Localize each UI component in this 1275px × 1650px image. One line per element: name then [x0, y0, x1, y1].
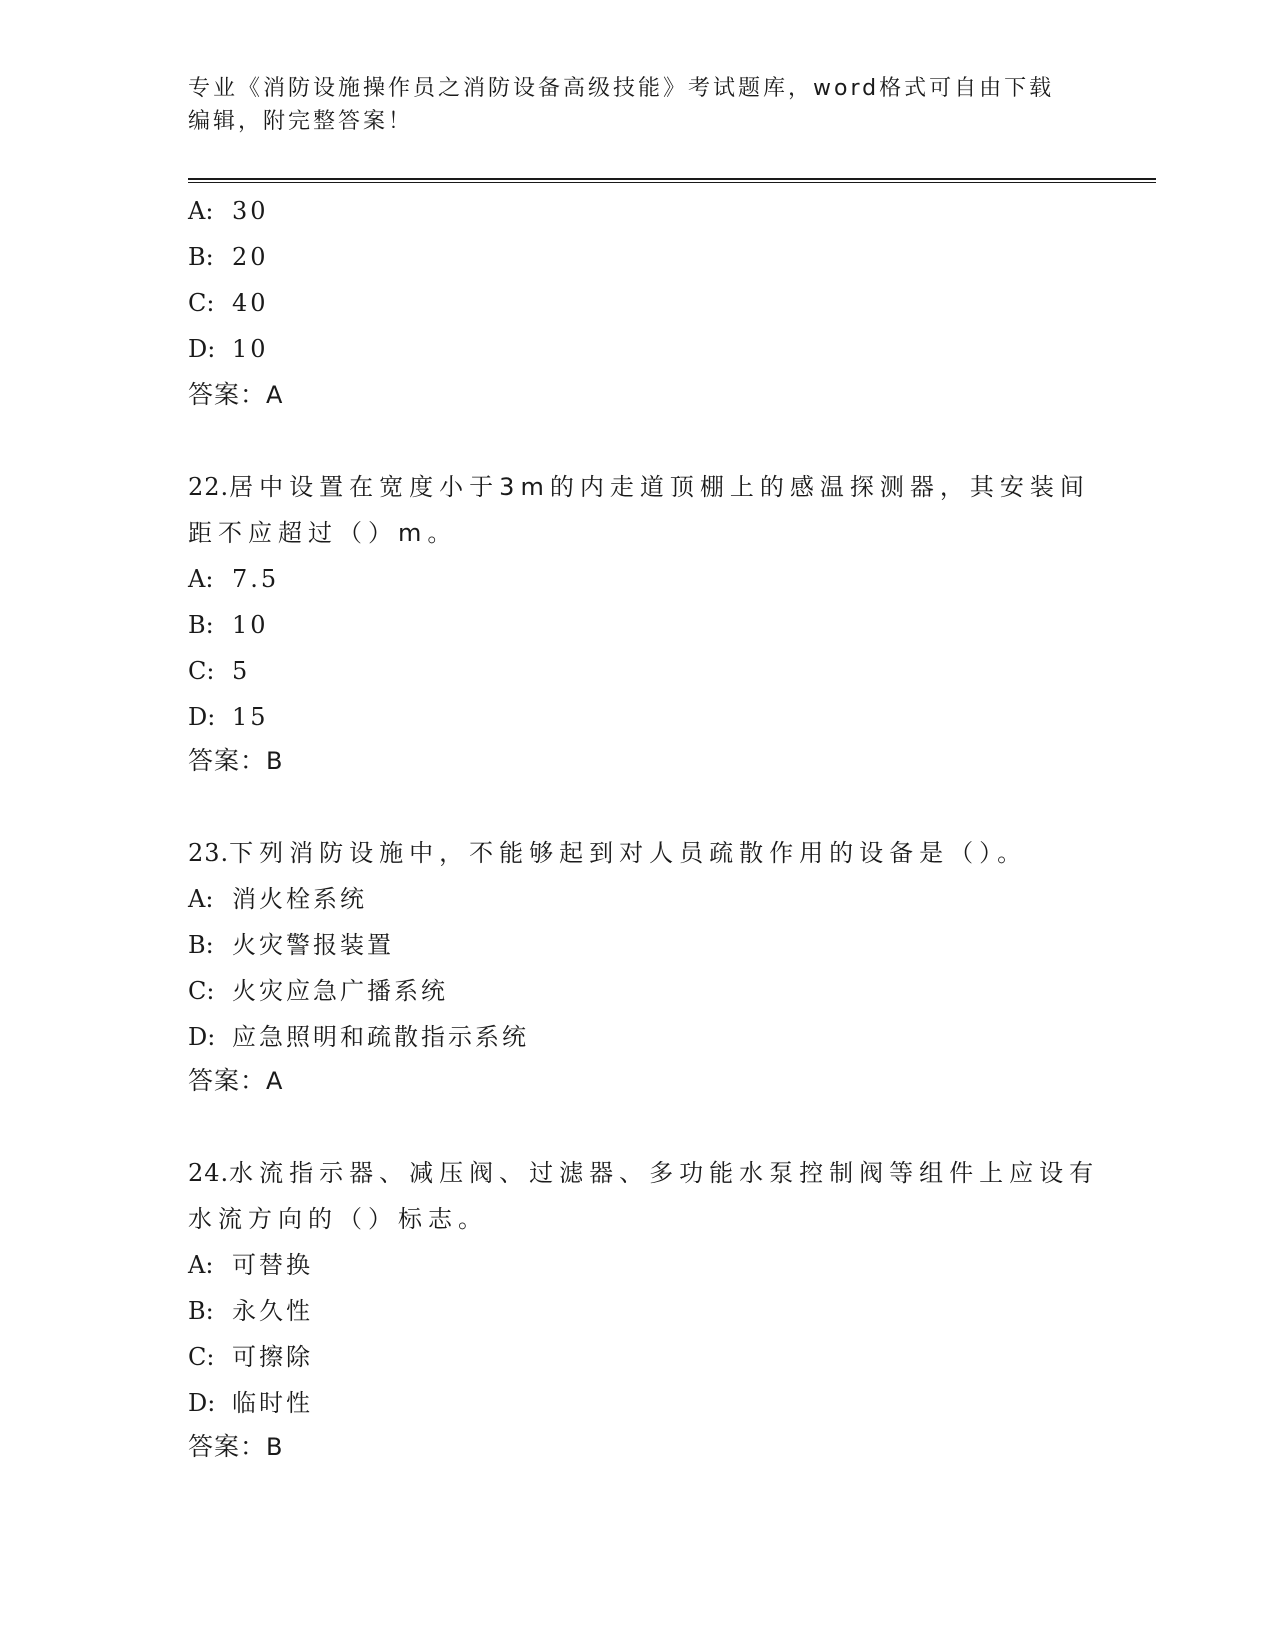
answer-value: A [266, 381, 287, 409]
option-label: B: [188, 931, 214, 959]
answer-label: 答案： [188, 380, 267, 409]
option-label: D: [188, 335, 216, 363]
option-label: B: [188, 243, 214, 271]
question-text: 距不应超过（）m。 [188, 519, 458, 547]
option-text: 应急照明和疏散指示系统 [232, 1023, 529, 1051]
question-number: 24. [188, 1159, 230, 1187]
q21-answer [188, 380, 286, 410]
option-text: 40 [232, 289, 269, 317]
q22-answer [188, 746, 286, 776]
option-label: B: [188, 1297, 214, 1325]
option-text: 7.5 [232, 565, 280, 593]
q21-option-d [188, 334, 269, 364]
option-label: D: [188, 1023, 216, 1051]
question-text: 下列消防设施中，不能够起到对人员疏散作用的设备是（）。 [229, 839, 1028, 867]
q21-option-a [188, 196, 269, 226]
option-text: 30 [232, 197, 269, 225]
answer-label: 答案： [188, 746, 267, 775]
q22-option-b [188, 610, 269, 640]
option-text: 临时性 [232, 1389, 313, 1417]
question-text: 居中设置在宽度小于3m的内走道顶棚上的感温探测器，其安装间 [229, 473, 1090, 501]
option-label: D: [188, 703, 216, 731]
option-label: C: [188, 289, 215, 317]
option-text: 消火栓系统 [232, 885, 367, 913]
answer-value: B [266, 1433, 287, 1461]
option-text: 可替换 [232, 1251, 313, 1279]
q24-option-b [188, 1296, 313, 1326]
q23-option-a [188, 884, 367, 914]
answer-value: A [266, 1067, 287, 1095]
q23-option-c [188, 976, 448, 1006]
q24-option-c [188, 1342, 313, 1372]
q22-option-c [188, 656, 250, 686]
q22-stem-line-2 [188, 518, 457, 548]
option-text: 火灾警报装置 [232, 931, 394, 959]
option-text: 10 [232, 611, 269, 639]
q24-option-a [188, 1250, 313, 1280]
option-text: 15 [232, 703, 269, 731]
answer-label: 答案： [188, 1432, 267, 1461]
answer-value: B [266, 747, 287, 775]
option-text: 5 [232, 657, 251, 685]
q23-option-d [188, 1022, 529, 1052]
header-divider-thin [188, 182, 1156, 183]
option-text: 20 [232, 243, 269, 271]
q24-answer [188, 1432, 286, 1462]
question-text: 水流指示器、减压阀、过滤器、多功能水泵控制阀等组件上应设有 [229, 1159, 1100, 1187]
question-number: 22. [188, 473, 230, 501]
answer-label: 答案： [188, 1066, 267, 1095]
q22-stem-line-1 [188, 472, 1090, 502]
q21-option-c [188, 288, 269, 318]
option-label: B: [188, 611, 214, 639]
option-text: 火灾应急广播系统 [232, 977, 448, 1005]
question-text: 水流方向的（）标志。 [188, 1205, 488, 1233]
q24-stem-line-2 [188, 1204, 488, 1234]
header-divider-thick [188, 178, 1156, 180]
option-label: C: [188, 657, 215, 685]
q24-stem-line-1 [188, 1158, 1099, 1188]
q24-option-d [188, 1388, 313, 1418]
question-number: 23. [188, 839, 230, 867]
option-label: A: [188, 197, 214, 225]
option-text: 永久性 [232, 1297, 313, 1325]
q21-option-b [188, 242, 269, 272]
q23-answer [188, 1066, 286, 1096]
option-label: C: [188, 977, 215, 1005]
option-label: A: [188, 565, 214, 593]
option-text: 可擦除 [232, 1343, 313, 1371]
option-label: C: [188, 1343, 215, 1371]
document-header: 专业《消防设施操作员之消防设备高级技能》考试题库，word格式可自由下载编辑，附完整答案！ [188, 76, 1055, 134]
option-label: D: [188, 1389, 216, 1417]
q23-stem-line-1 [188, 838, 1027, 868]
option-text: 10 [232, 335, 269, 363]
option-label: A: [188, 1251, 214, 1279]
q23-option-b [188, 930, 394, 960]
q22-option-d [188, 702, 269, 732]
option-label: A: [188, 885, 214, 913]
q22-option-a [188, 564, 279, 594]
